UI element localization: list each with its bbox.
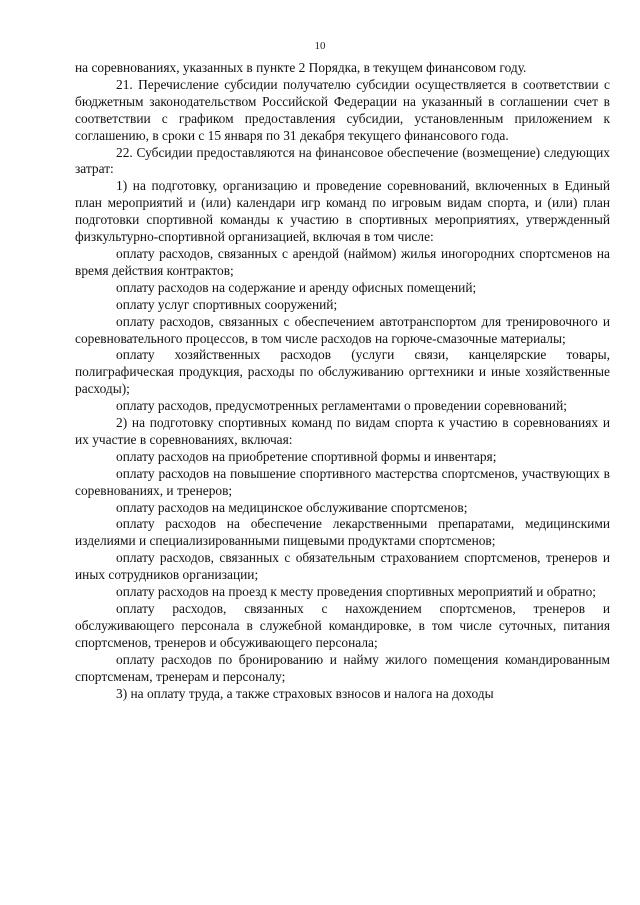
paragraph-expense-household: оплату хозяйственных расходов (услуги связи, канцелярские товары, полиграфическая продукция, расходы по обслуживанию оргтехники и иные хозяйственные расходы);: [75, 347, 610, 397]
paragraph-expense-regulations: оплату расходов, предусмотренных регламентами о проведении соревнований;: [116, 398, 567, 414]
paragraph-item-1: 1) на подготовку, организацию и проведение соревнований, включенных в Единый план мероприятий и (или) календари игр команд по игровым видам спорта, и (или) план подготовки спортивной команды к участию в спортивных мероприятиях, утвержденный физкультурно-спортивной организацией, включая в том числе:: [75, 178, 610, 245]
paragraph-expense-travel: оплату расходов на проезд к месту проведения спортивных мероприятий и обратно;: [116, 584, 597, 600]
paragraph-item-2: 2) на подготовку спортивных команд по видам спорта к участию в соревнованиях и их участие в соревнованиях, включая:: [75, 415, 610, 447]
paragraph-expense-transport: оплату расходов, связанных с обеспечением автотранспортом для тренировочного и соревновательного процессов, в том числе расходов на горюче-смазочные материалы;: [75, 313, 610, 346]
paragraph-item-3: 3) на оплату труда, а также страховых взносов и налога на доходы: [116, 685, 494, 701]
paragraph-expense-medicines: оплату расходов на обеспечение лекарственными препаратами, медицинскими изделиями и специализированными пищевыми продуктами спортсменов;: [75, 516, 610, 549]
paragraph-expense-uniform: оплату расходов на приобретение спортивной формы и инвентаря;: [116, 448, 497, 464]
paragraph-continuation: на соревнованиях, указанных в пункте 2 Порядка, в текущем финансовом году.: [75, 60, 527, 75]
paragraph-expense-accommodation: оплату расходов по бронированию и найму жилого помещения командированным спортсменам, тренерам и персоналу;: [75, 651, 610, 684]
paragraph-expense-training: оплату расходов на повышение спортивного мастерства спортсменов, участвующих в соревнованиях, и тренеров;: [75, 465, 610, 498]
paragraph-expense-medical: оплату расходов на медицинское обслуживание спортсменов;: [116, 499, 468, 515]
paragraph-expense-business-trip: оплату расходов, связанных с нахождением спортсменов, тренеров и обслуживающего персонала в служебной командировке, в том числе суточных, питания спортсменов, тренеров и обсуживающего персонала;: [75, 601, 610, 650]
page-number: 10: [314, 40, 326, 52]
paragraph-clause-22: 22. Субсидии предоставляются на финансовое обеспечение (возмещение) следующих затрат:: [75, 144, 610, 177]
paragraph-expense-office: оплату расходов на содержание и аренду офисных помещений;: [116, 279, 477, 295]
paragraph-expense-facilities: оплату услуг спортивных сооружений;: [116, 296, 338, 312]
document-body: [75, 60, 610, 702]
paragraph-clause-21: 21. Перечисление субсидии получателю субсидии осуществляется в соответствии с бюджетным законодательством Российской Федерации на указанный в соглашении счет в соответствии с графиком предоставления субсидии, установленным приложением к соглашению, в сроки с 15 января по 31 декабря текущего финансового года.: [75, 76, 610, 143]
paragraph-expense-insurance: оплату расходов, связанных с обязательным страхованием спортсменов, тренеров и иных сотрудников организации;: [75, 550, 610, 583]
paragraph-expense-housing: оплату расходов, связанных с арендой (наймом) жилья иногородних спортсменов на время действия контрактов;: [75, 245, 610, 278]
